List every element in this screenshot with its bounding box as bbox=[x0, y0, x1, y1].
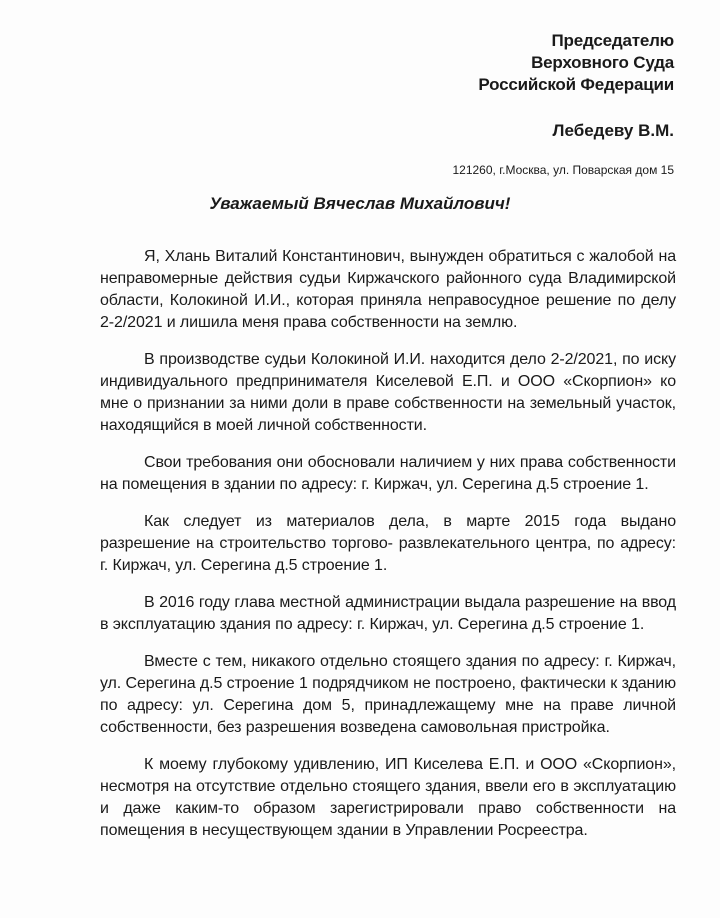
paragraph-7: К моему глубокому удивлению, ИП Киселева Е.П. и ООО «Скорпион», несмотря на отсутствие отдельно стоящего здания, ввели его в эксплуатацию и даже каким-то образом зарегистрировали право собственности на помещения в несуществующем здании в Управлении Росреестра. bbox=[100, 756, 676, 839]
paragraph-6: Вместе с тем, никакого отдельно стоящего здания по адресу: г. Киржач, ул. Серегина д.5 строение 1 подрядчиком не построено, фактически к зданию по адресу: ул. Серегина дом 5, принадлежащему мне на праве личной собственности, без разрешения возведена самовольная пристройка. bbox=[100, 653, 676, 736]
letter-body bbox=[100, 246, 676, 857]
paragraph-5: В 2016 году глава местной администрации выдала разрешение на ввод в эксплуатацию здания по адресу: г. Киржач, ул. Серегина д.5 строение 1. bbox=[100, 594, 676, 633]
recipient-court: Верховного Суда bbox=[531, 53, 674, 72]
recipient-country: Российской Федерации bbox=[478, 75, 674, 94]
paragraph-4: Как следует из материалов дела, в марте 2015 года выдано разрешение на строительство торгово- развлекательного центра, по адресу: г. Киржач, ул. Серегина д.5 строение 1. bbox=[100, 513, 676, 574]
recipient-title: Председателю bbox=[551, 31, 674, 50]
recipient-block bbox=[478, 30, 674, 96]
paragraph-3: Свои требования они обосновали наличием у них права собственности на помещения в здании по адресу: г. Киржач, ул. Серегина д.5 строение 1. bbox=[100, 454, 676, 493]
paragraph-2: В производстве судьи Колокиной И.И. находится дело 2-2/2021, по иску индивидуального предпринимателя Киселевой Е.П. и ООО «Скорпион» ко мне о признании за ними доли в праве собственности на земельный участок, находящийся в моей личной собственности. bbox=[100, 351, 676, 434]
recipient-address: 121260, г.Москва, ул. Поварская дом 15 bbox=[452, 163, 674, 177]
recipient-name: Лебедеву В.М. bbox=[552, 121, 674, 140]
paragraph-1: Я, Хлань Виталий Константинович, вынужден обратиться с жалобой на неправомерные действия судьи Киржачского районного суда Владимирской области, Колокиной И.И., которая приняла неправосудное решение по делу 2-2/2021 и лишила меня права собственности на землю. bbox=[100, 248, 676, 331]
salutation: Уважаемый Вячеслав Михайлович! bbox=[209, 194, 511, 213]
